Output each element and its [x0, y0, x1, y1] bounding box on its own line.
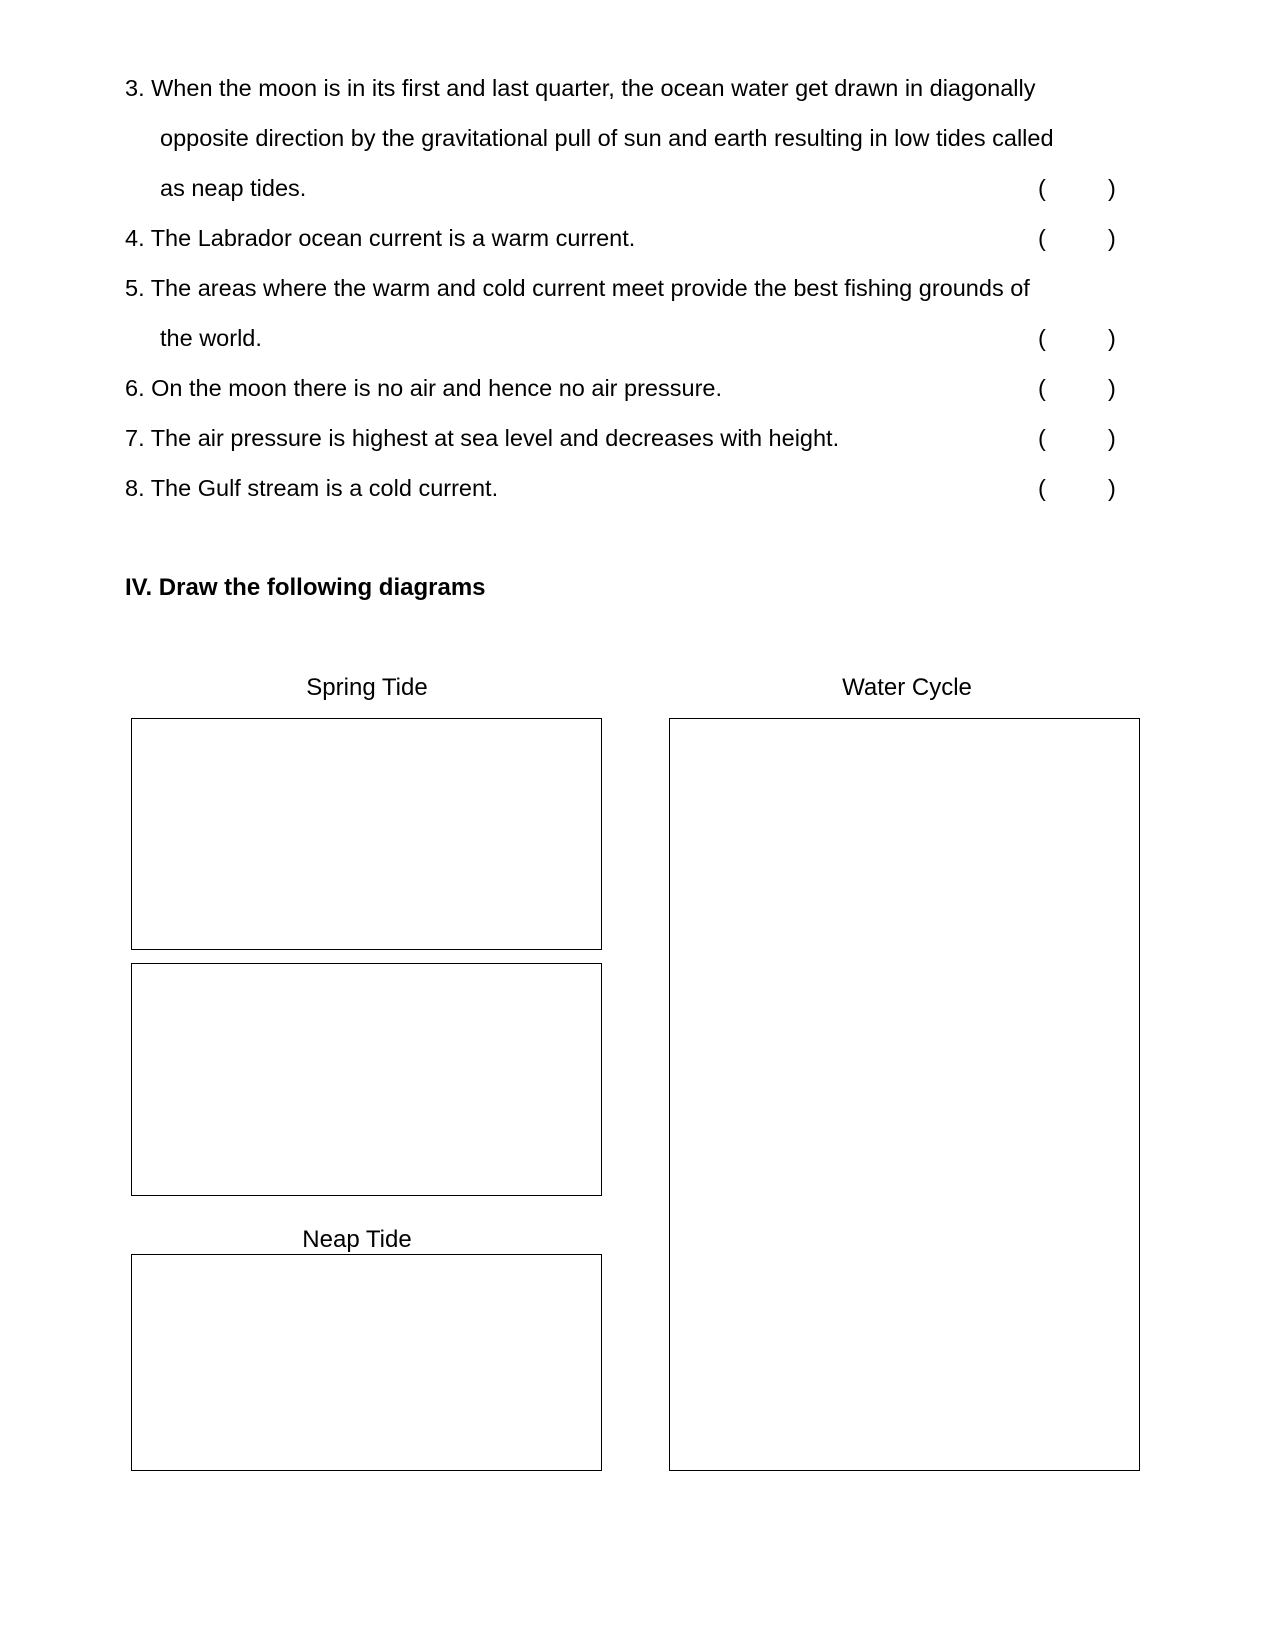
question-5-line-1: 5. The areas where the warm and cold current meet provide the best fishing grounds of	[125, 275, 1030, 301]
answer-blank-4-close: )	[1108, 225, 1116, 251]
answer-blank-8-close: )	[1108, 475, 1116, 501]
water-cycle-caption: Water Cycle	[842, 674, 972, 701]
question-3-line-3: as neap tides.	[160, 175, 307, 201]
question-3-line-2: opposite direction by the gravitational pull of sun and earth resulting in low tides called	[160, 125, 1054, 151]
answer-blank-6-close: )	[1108, 375, 1116, 401]
answer-blank-7-open[interactable]: (	[1038, 425, 1046, 451]
section-heading: IV. Draw the following diagrams	[125, 574, 486, 601]
answer-blank-6-open[interactable]: (	[1038, 375, 1046, 401]
answer-blank-8-open[interactable]: (	[1038, 475, 1046, 501]
answer-blank-3-open[interactable]: (	[1038, 175, 1046, 201]
question-3-line-1: 3. When the moon is in its first and last quarter, the ocean water get drawn in diagonally	[125, 75, 1036, 101]
neap-tide-drawing-box[interactable]	[131, 1254, 602, 1471]
spring-tide-drawing-box-1[interactable]	[131, 718, 602, 950]
question-6-line-1: 6. On the moon there is no air and hence no air pressure.	[125, 375, 722, 401]
water-cycle-drawing-box[interactable]	[669, 718, 1140, 1471]
spring-tide-drawing-box-2[interactable]	[131, 963, 602, 1196]
neap-tide-caption: Neap Tide	[302, 1226, 412, 1253]
spring-tide-caption: Spring Tide	[306, 674, 428, 701]
question-4-line-1: 4. The Labrador ocean current is a warm current.	[125, 225, 636, 251]
question-5-line-2: the world.	[160, 325, 262, 351]
answer-blank-3-close: )	[1108, 175, 1116, 201]
question-7-line-1: 7. The air pressure is highest at sea level and decreases with height.	[125, 425, 840, 451]
answer-blank-5-close: )	[1108, 325, 1116, 351]
answer-blank-7-close: )	[1108, 425, 1116, 451]
answer-blank-4-open[interactable]: (	[1038, 225, 1046, 251]
question-8-line-1: 8. The Gulf stream is a cold current.	[125, 475, 499, 501]
answer-blank-5-open[interactable]: (	[1038, 325, 1046, 351]
